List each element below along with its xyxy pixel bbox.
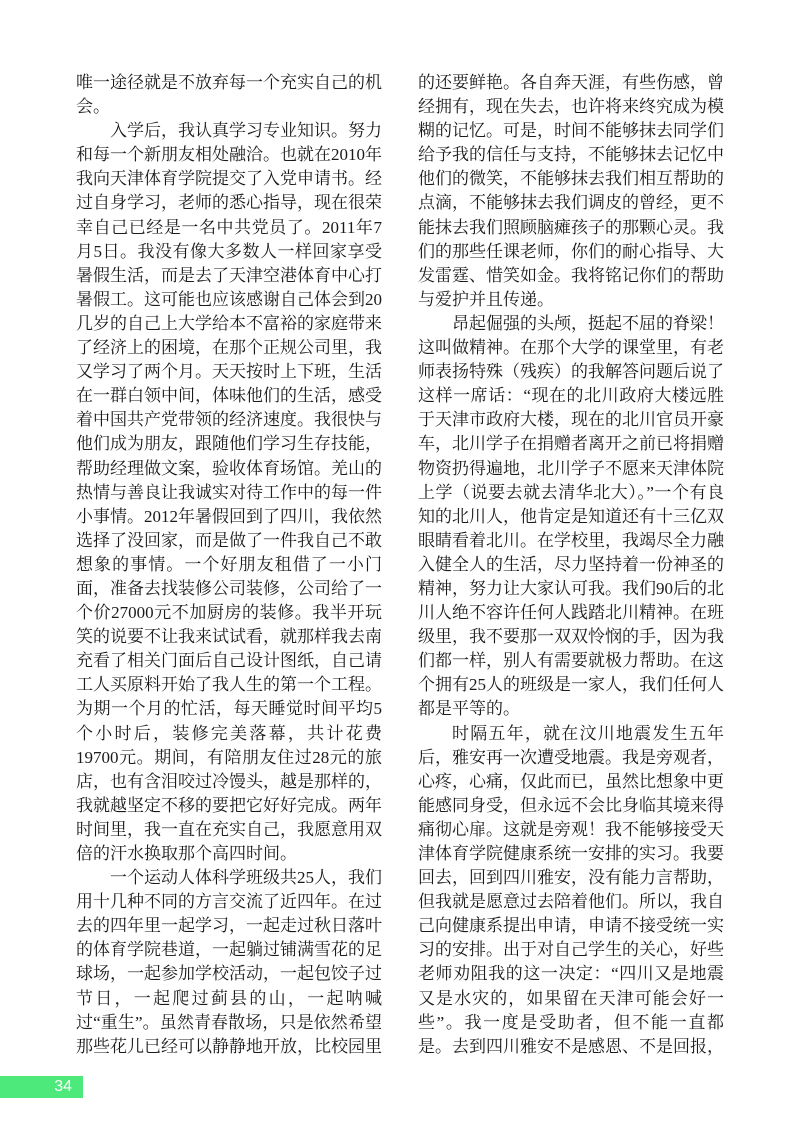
page-number: 34 bbox=[54, 1078, 72, 1095]
paragraph: 昂起倔强的头颅，挺起不屈的脊梁！这叫做精神。在那个大学的课堂里，有老师表扬特殊（残疾）的我解答问题后说了这样一席话：“现在的北川政府大楼远胜于天津市政府大楼，现在的北川官员开豪车，北川学子在捐赠者离开之前已将捐赠物资扔得遍地，北川学子不愿来天津体院上学（说要去就去清华北大）。”一个有良知的北川人，他肯定是知道还有十三亿双眼睛看着北川。在学校里，我竭尽全力融入健全人的生活，尽力坚持着一份神圣的精神，努力让大家认可我。我们90后的北川人绝不容许任何人践踏北川精神。在班级里，我不要那一双双怜悯的手，因为我们都一样，别人有需要就极力帮助。在这个拥有25人的班级是一家人，我们任何人都是平等的。 bbox=[418, 313, 724, 719]
paragraph: 一个运动人体科学班级共25人，我们用十几种不同的方言交流了近四年。在过去的四年里一起学习，一起走过秋日落叶的体育学院巷道，一起躺过铺满雪花的足球场，一起参加学校活动，一起包饺子过节日，一起爬过蓟县的山，一起呐喊过“重生”。虽然青春散场，只是依然希望那些花儿已经可以静静地开放，比校园里 bbox=[76, 868, 382, 1056]
page-number-strip bbox=[0, 1076, 83, 1098]
paragraph: 时隔五年，就在汶川地震发生五年后，雅安再一次遭受地震。我是旁观者，心疼，心痛，仅此而已，虽然比想象中更能感同身受，但永远不会比身临其境来得痛彻心扉。这就是旁观！我不能够接受天津体育学院健康系统一安排的实习。我要回去，回到四川雅安，没有能力言帮助，但我就是愿意过去陪着他们。所以，我自己向健康系提出申请，申请不接受统一实习的安排。出于对自己学生的关心，好些老师劝阻我的这一决定：“四川又是地震又是水灾的，如果留在天津可能会好一些”。我一度是受助者，但不能一直都是。去到四川雅安不是感恩、不是回报， bbox=[418, 723, 724, 1056]
paragraph: 的还要鲜艳。各自奔天涯，有些伤感，曾经拥有，现在失去，也许将来终究成为模糊的记忆。可是，时间不能够抹去同学们给予我的信任与支持，不能够抹去记忆中他们的微笑，不能够抹去我们相互帮助的点滴，不能够抹去我们调皮的曾经，更不能抹去我们照顾脑瘫孩子的那颗心灵。我们的那些任课老师，你们的耐心指导、大发雷霆、惜笑如金。我将铭记你们的帮助与爱护并且传递。 bbox=[418, 73, 724, 309]
paragraph: 唯一途径就是不放弃每一个充实自己的机会。 bbox=[76, 73, 382, 117]
text-column-right bbox=[418, 71, 724, 1059]
text-column-left bbox=[76, 71, 382, 1059]
paragraph: 入学后，我认真学习专业知识。努力和每一个新朋友相处融洽。也就在2010年我向天津体育学院提交了入党申请书。经过自身学习，老师的悉心指导，现在很荣幸自己已经是一名中共党员了。2011年7月5日。我没有像大多数人一样回家享受暑假生活，而是去了天津空港体育中心打暑假工。这可能也应该感谢自己体会到20几岁的自己上大学给本不富裕的家庭带来了经济上的困境，在那个正规公司里，我又学习了两个月。天天按时上下班，生活在一群白领中间，体味他们的生活，感受着中国共产党带领的经济速度。我很快与他们成为朋友，跟随他们学习生存技能，帮助经理做文案，验收体育场馆。羌山的热情与善良让我诚实对待工作中的每一件小事情。2012年暑假回到了四川，我依然选择了没回家，而是做了一件我自己不敢想象的事情。一个好朋友租借了一小门面，准备去找装修公司装修，公司给了一个价27000元不加厨房的装修。我半开玩笑的说要不让我来试试看，就那样我去南充看了相关门面后自己设计图纸，自己请工人买原料开始了我人生的第一个工程。为期一个月的忙活，每天睡觉时间平均5个小时后，装修完美落幕，共计花费19700元。期间，有陪朋友住过28元的旅店，也有含泪咬过冷馒头，越是那样的，我就越坚定不移的要把它好好完成。两年时间里，我一直在充实自己，我愿意用双倍的汗水换取那个高四时间。 bbox=[76, 121, 382, 863]
